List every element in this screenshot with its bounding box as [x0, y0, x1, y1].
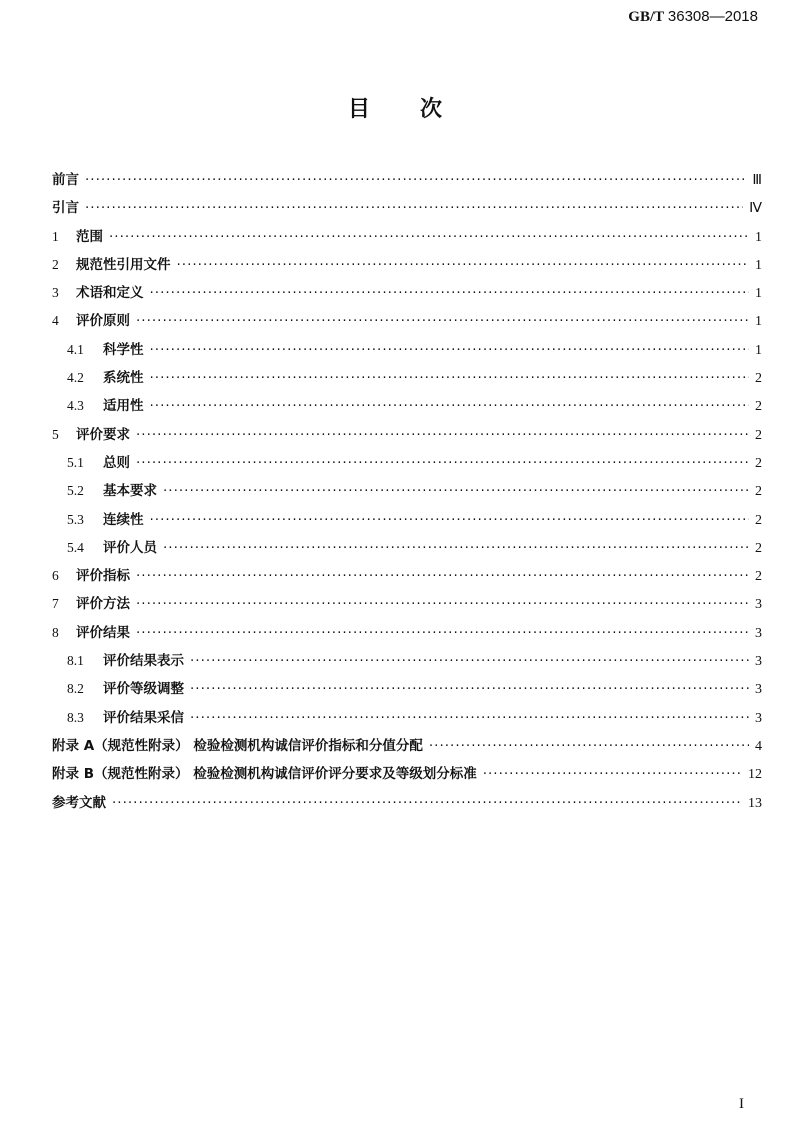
toc-entry[interactable] — [52, 592, 762, 620]
standard-number — [628, 8, 758, 26]
toc-entry-page: 2 — [755, 512, 762, 528]
toc-entry-page: 2 — [755, 399, 762, 415]
toc-entry-page: 2 — [755, 540, 762, 556]
toc-entry-page: 3 — [755, 625, 762, 641]
toc-entry-number: 5.4 — [67, 539, 84, 555]
toc-entry-title: 评价等级调整 — [103, 681, 184, 698]
toc-entry-title: 基本要求 — [103, 483, 157, 500]
toc-entry-number: 8.3 — [67, 709, 84, 725]
toc-entry-title: 规范性引用文件 — [76, 256, 171, 273]
toc-entry[interactable] — [52, 706, 762, 734]
dot-leader — [190, 681, 749, 697]
toc-entry-title: 评价结果 — [76, 624, 130, 641]
toc-entry-page: 1 — [755, 314, 762, 330]
toc-entry-page: 2 — [755, 371, 762, 387]
toc-entry[interactable] — [52, 508, 762, 536]
toc-entry-page: 1 — [755, 286, 762, 302]
toc-entry[interactable] — [52, 281, 762, 309]
toc-entry[interactable] — [52, 564, 762, 592]
toc-entry-title: 评价方法 — [76, 596, 130, 613]
toc-entry-page: 12 — [748, 767, 762, 783]
dot-leader — [85, 200, 743, 216]
toc-entry-title: 评价结果采信 — [103, 709, 184, 726]
toc-entry[interactable] — [52, 621, 762, 649]
toc-entry[interactable] — [52, 196, 762, 224]
dot-leader — [150, 398, 750, 414]
dot-leader — [109, 229, 749, 245]
dot-leader — [112, 795, 742, 811]
toc-entry-number: 4 — [52, 313, 59, 329]
dot-leader — [136, 427, 749, 443]
toc-entry-page: 1 — [755, 257, 762, 273]
standard-code: GB/T — [628, 9, 665, 25]
toc-entry[interactable] — [52, 225, 762, 253]
page-number: I — [739, 1096, 744, 1112]
dot-leader — [177, 257, 750, 273]
dot-leader — [163, 483, 749, 499]
toc-entry[interactable] — [52, 366, 762, 394]
toc-entry-page: Ⅲ — [752, 173, 762, 188]
toc-entry-page: 2 — [755, 455, 762, 471]
dot-leader — [136, 625, 749, 641]
toc-entry-title: 系统性 — [103, 370, 144, 387]
toc-entry[interactable] — [52, 309, 762, 337]
toc-entry[interactable] — [52, 338, 762, 366]
toc-entry-number: 8 — [52, 624, 59, 640]
toc-entry-number: 5.3 — [67, 511, 84, 527]
toc-entry[interactable] — [52, 423, 762, 451]
toc-entry-page: Ⅳ — [749, 201, 762, 217]
toc-entry[interactable] — [52, 479, 762, 507]
toc-entry-page: 2 — [755, 569, 762, 585]
toc-entry-page: 2 — [755, 484, 762, 500]
toc-entry-number: 4.2 — [67, 370, 84, 386]
toc-entry-title: 评价指标 — [76, 568, 130, 585]
toc-entry-page: 13 — [748, 795, 762, 811]
toc-entry-title: 连续性 — [103, 511, 144, 528]
toc-entry-page: 4 — [755, 738, 762, 754]
page-title: 目次 — [347, 97, 492, 122]
toc-entry-page: 1 — [755, 229, 762, 245]
toc-entry-number: 6 — [52, 568, 59, 584]
toc-entry-page: 2 — [755, 427, 762, 443]
toc-entry-title: 科学性 — [103, 341, 144, 358]
toc-entry-title: 评价结果表示 — [103, 653, 184, 670]
dot-leader — [136, 455, 749, 471]
standard-year-number: 36308—2018 — [667, 8, 758, 25]
dot-leader — [429, 738, 749, 754]
toc-entry-number: 1 — [52, 228, 59, 244]
toc-entry-number: 7 — [52, 596, 59, 612]
toc-entry-title: 参考文献 — [52, 794, 106, 811]
toc-entry-number: 8.1 — [67, 653, 84, 669]
dot-leader — [150, 370, 750, 386]
toc-entry-title: 附录 A（规范性附录） 检验检测机构诚信评价指标和分值分配 — [52, 737, 423, 754]
toc-entry[interactable] — [52, 791, 762, 819]
toc-entry-title: 前言 — [52, 172, 79, 188]
toc-entry-page: 3 — [755, 682, 762, 698]
toc-entry[interactable] — [52, 734, 762, 762]
toc-entry[interactable] — [52, 677, 762, 705]
toc-entry[interactable] — [52, 536, 762, 564]
toc-entry[interactable] — [52, 649, 762, 677]
toc-entry-title: 术语和定义 — [76, 285, 144, 302]
toc-entry[interactable] — [52, 168, 762, 196]
dot-leader — [136, 596, 749, 612]
dot-leader — [190, 653, 749, 669]
dot-leader — [150, 342, 750, 358]
toc-entry-page: 3 — [755, 710, 762, 726]
toc-entry-title: 引言 — [52, 200, 79, 217]
dot-leader — [136, 568, 749, 584]
toc-entry-title: 适用性 — [103, 398, 144, 415]
toc-entry-title: 评价原则 — [76, 313, 130, 330]
toc-entry[interactable] — [52, 762, 762, 790]
toc-entry-title: 评价人员 — [103, 539, 157, 556]
toc-entry-number: 3 — [52, 285, 59, 301]
toc-entry-number: 4.3 — [67, 398, 84, 414]
toc-entry[interactable] — [52, 394, 762, 422]
dot-leader — [136, 313, 749, 329]
toc-entry[interactable] — [52, 253, 762, 281]
toc-entry-number: 5 — [52, 426, 59, 442]
toc-entry[interactable] — [52, 451, 762, 479]
toc-entry-number: 5.1 — [67, 454, 84, 470]
toc-entry-page: 1 — [755, 342, 762, 358]
table-of-contents — [52, 168, 762, 819]
toc-entry-number: 8.2 — [67, 681, 84, 697]
dot-leader — [85, 172, 746, 188]
dot-leader — [150, 285, 750, 301]
toc-entry-number: 2 — [52, 256, 59, 272]
dot-leader — [190, 710, 749, 726]
toc-entry-page: 3 — [755, 597, 762, 613]
toc-entry-number: 4.1 — [67, 341, 84, 357]
toc-entry-title: 附录 B（规范性附录） 检验检测机构诚信评价评分要求及等级划分标准 — [52, 766, 477, 783]
toc-entry-title: 范围 — [76, 228, 103, 245]
dot-leader — [150, 512, 750, 528]
toc-entry-page: 3 — [755, 654, 762, 670]
toc-entry-number: 5.2 — [67, 483, 84, 499]
toc-entry-title: 评价要求 — [76, 426, 130, 443]
toc-entry-title: 总则 — [103, 454, 130, 471]
dot-leader — [163, 540, 749, 556]
dot-leader — [483, 766, 742, 782]
